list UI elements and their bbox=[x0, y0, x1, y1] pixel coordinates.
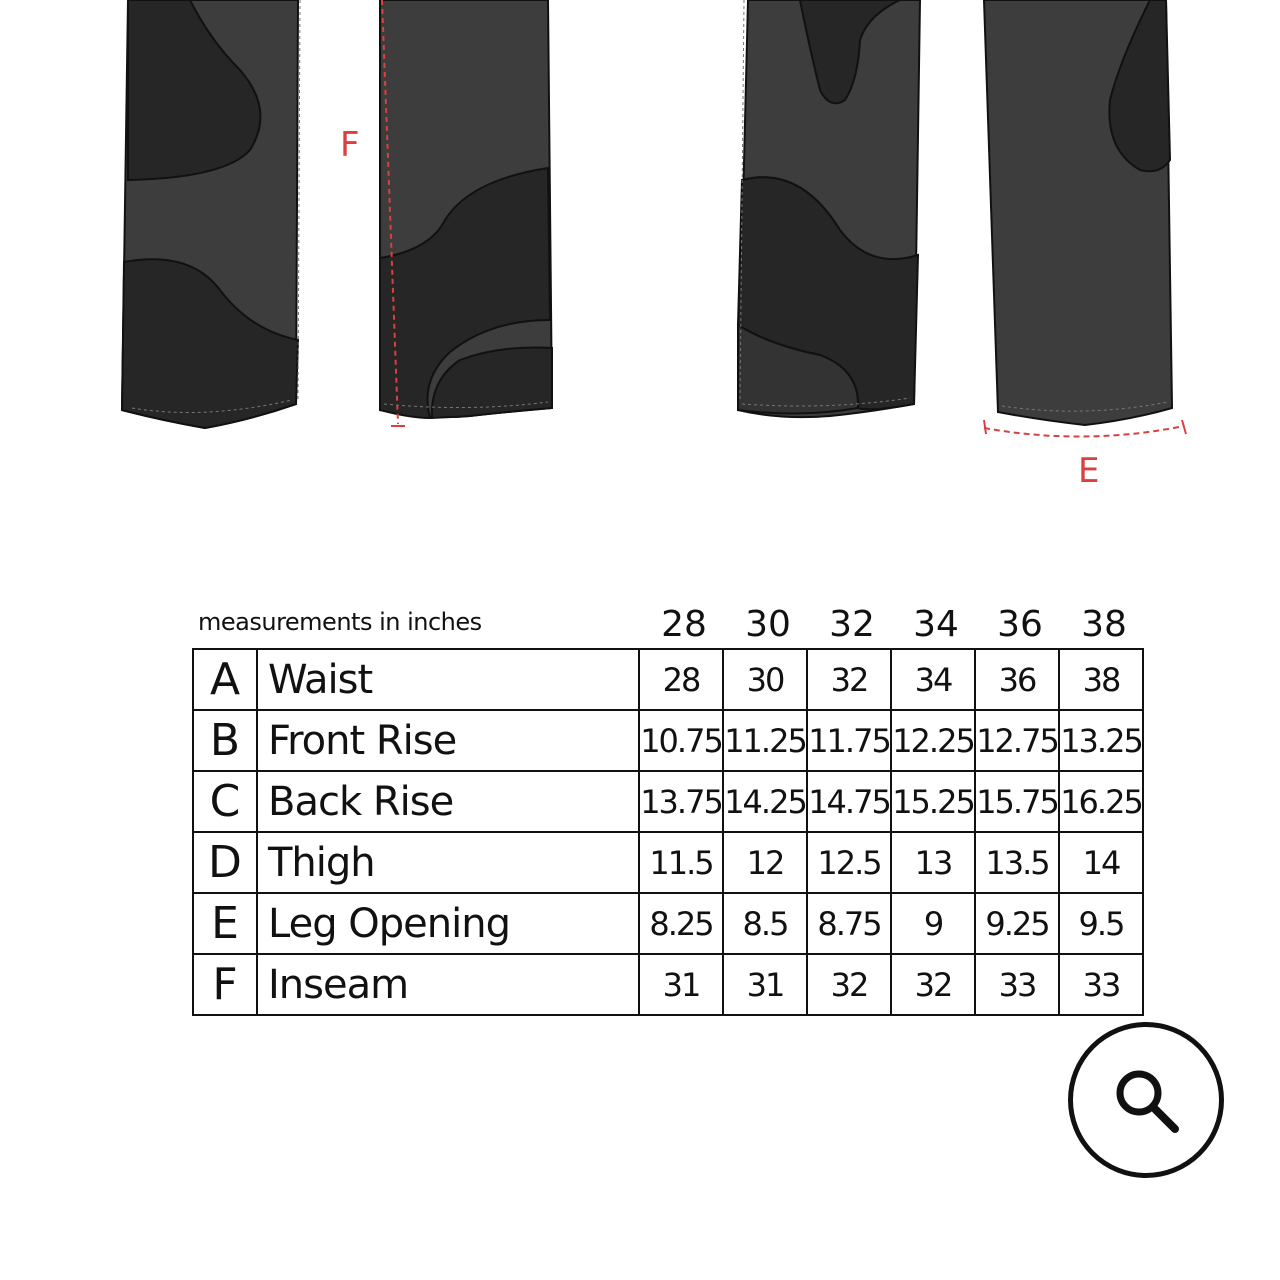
cell-value: 33 bbox=[975, 954, 1059, 1015]
measurement-caption: measurements in inches bbox=[198, 608, 482, 636]
cell-value: 31 bbox=[723, 954, 807, 1015]
magnifier-icon bbox=[1111, 1065, 1183, 1137]
cell-value: 13.25 bbox=[1059, 710, 1143, 771]
cell-value: 30 bbox=[723, 649, 807, 710]
table-row bbox=[193, 893, 1143, 954]
cell-value: 38 bbox=[1059, 649, 1143, 710]
table-row bbox=[193, 771, 1143, 832]
cell-value: 13.75 bbox=[639, 771, 723, 832]
row-name: Back Rise bbox=[257, 771, 639, 832]
cell-value: 9.25 bbox=[975, 893, 1059, 954]
cell-value: 31 bbox=[639, 954, 723, 1015]
cell-value: 28 bbox=[639, 649, 723, 710]
cell-value: 12.25 bbox=[891, 710, 975, 771]
cell-value: 11.25 bbox=[723, 710, 807, 771]
cell-value: 32 bbox=[807, 954, 891, 1015]
cell-value: 14.25 bbox=[723, 771, 807, 832]
cell-value: 11.5 bbox=[639, 832, 723, 893]
cell-value: 9.5 bbox=[1059, 893, 1143, 954]
cell-value: 15.75 bbox=[975, 771, 1059, 832]
cell-value: 13 bbox=[891, 832, 975, 893]
cell-value: 15.25 bbox=[891, 771, 975, 832]
cell-value: 36 bbox=[975, 649, 1059, 710]
zoom-button[interactable] bbox=[1068, 1022, 1224, 1178]
cell-value: 12 bbox=[723, 832, 807, 893]
row-code: F bbox=[193, 954, 257, 1015]
row-name: Thigh bbox=[257, 832, 639, 893]
cell-value: 16.25 bbox=[1059, 771, 1143, 832]
size-header-28: 28 bbox=[661, 604, 707, 645]
cell-value: 8.75 bbox=[807, 893, 891, 954]
row-name: Leg Opening bbox=[257, 893, 639, 954]
size-header-36: 36 bbox=[997, 604, 1043, 645]
label-e: E bbox=[1078, 451, 1100, 491]
row-name: Front Rise bbox=[257, 710, 639, 771]
cell-value: 8.25 bbox=[639, 893, 723, 954]
row-code: D bbox=[193, 832, 257, 893]
table-row bbox=[193, 649, 1143, 710]
leg-opening-measure-line bbox=[984, 426, 1184, 437]
cell-value: 8.5 bbox=[723, 893, 807, 954]
row-name: Inseam bbox=[257, 954, 639, 1015]
label-f: F bbox=[340, 125, 360, 165]
table-row bbox=[193, 710, 1143, 771]
row-name: Waist bbox=[257, 649, 639, 710]
cell-value: 11.75 bbox=[807, 710, 891, 771]
size-header-30: 30 bbox=[745, 604, 791, 645]
table-row bbox=[193, 832, 1143, 893]
row-code: B bbox=[193, 710, 257, 771]
size-chart-table bbox=[192, 648, 1144, 1016]
cell-value: 13.5 bbox=[975, 832, 1059, 893]
row-code: E bbox=[193, 893, 257, 954]
row-code: C bbox=[193, 771, 257, 832]
cell-value: 14 bbox=[1059, 832, 1143, 893]
cell-value: 12.75 bbox=[975, 710, 1059, 771]
size-header-38: 38 bbox=[1081, 604, 1127, 645]
cell-value: 34 bbox=[891, 649, 975, 710]
cell-value: 10.75 bbox=[639, 710, 723, 771]
size-header-32: 32 bbox=[829, 604, 875, 645]
cell-value: 14.75 bbox=[807, 771, 891, 832]
cell-value: 33 bbox=[1059, 954, 1143, 1015]
cell-value: 32 bbox=[891, 954, 975, 1015]
size-header-34: 34 bbox=[913, 604, 959, 645]
pants-illustration bbox=[0, 0, 1280, 500]
table-row bbox=[193, 954, 1143, 1015]
cell-value: 9 bbox=[891, 893, 975, 954]
row-code: A bbox=[193, 649, 257, 710]
cell-value: 12.5 bbox=[807, 832, 891, 893]
cell-value: 32 bbox=[807, 649, 891, 710]
